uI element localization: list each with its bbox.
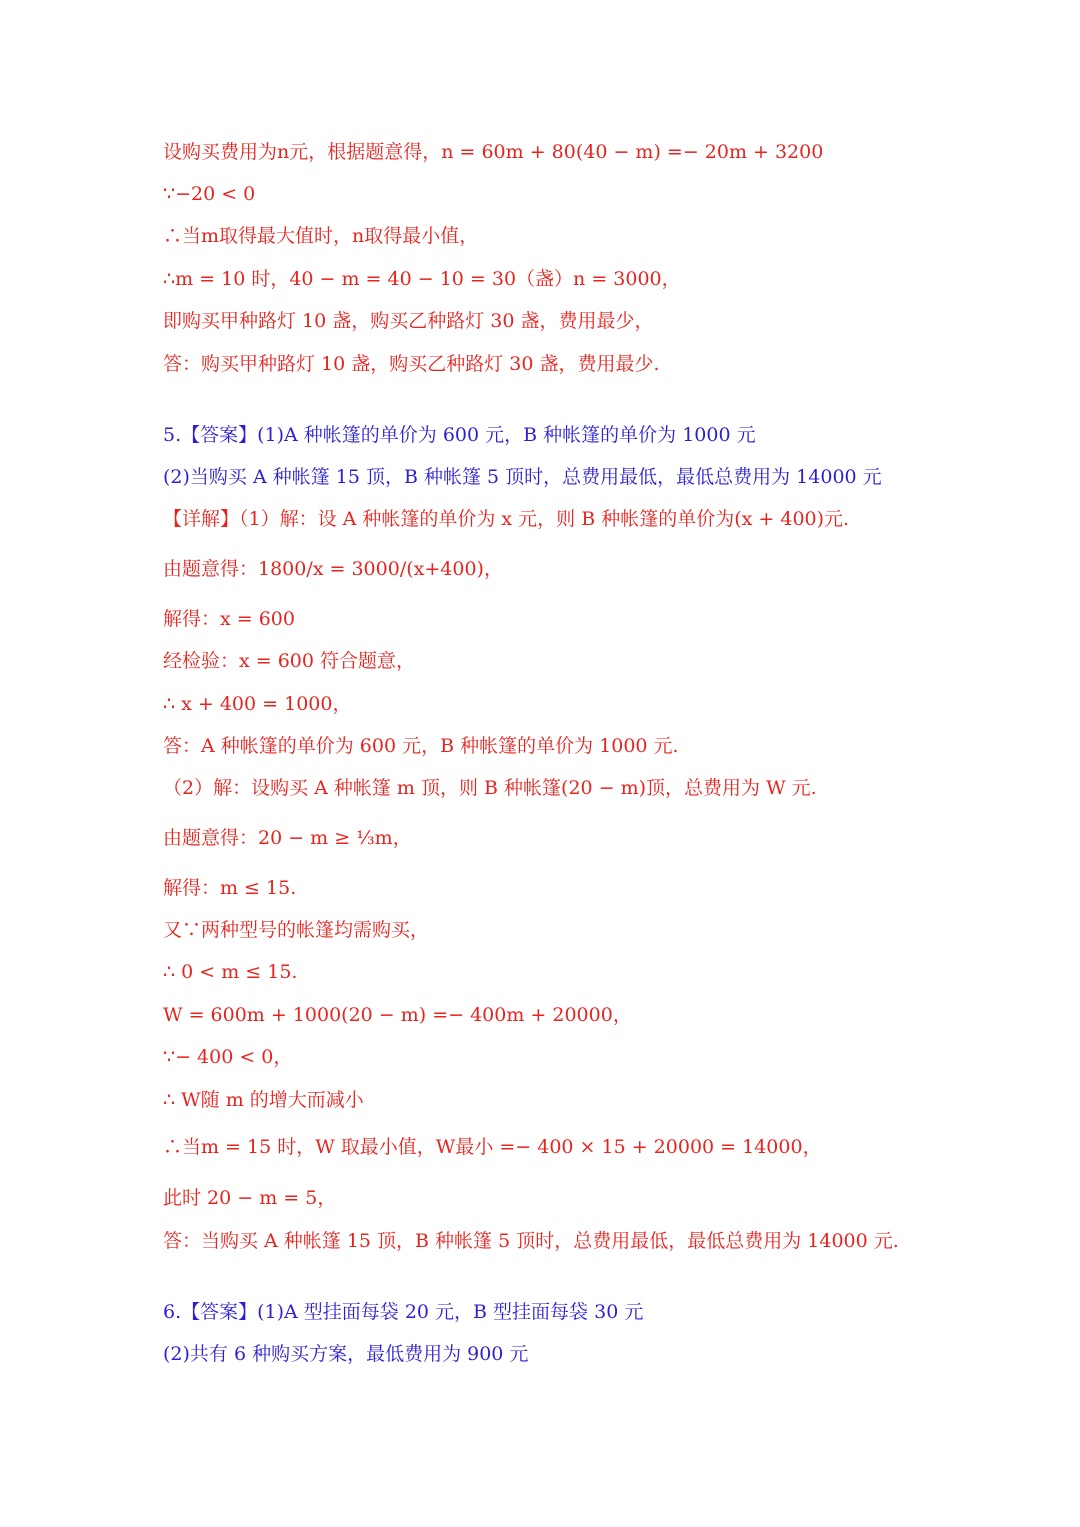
detail-5-solve-x: 解得：x = 600 — [163, 608, 295, 630]
solution-line-answer-4: 答：购买甲种路灯 10 盏，购买乙种路灯 30 盏，费用最少. — [163, 353, 660, 375]
detail-5-decreasing: ∴ W随 m 的增大而减小 — [163, 1089, 364, 1111]
detail-5-remaining: 此时 20 − m = 5， — [163, 1187, 337, 1209]
solution-line-purchase-plan: 即购买甲种路灯 10 盏，购买乙种路灯 30 盏，费用最少， — [163, 310, 654, 332]
solution-line-when-max: ∴当m取得最大值时，n取得最小值， — [163, 225, 479, 247]
detail-5-check: 经检验：x = 600 符合题意， — [163, 650, 416, 672]
answer-5-part-2: (2)当购买 A 种帐篷 15 顶，B 种帐篷 5 顶时，总费用最低，最低总费用为 14000 元 — [163, 466, 882, 488]
detail-5-fraction-equation: 由题意得：1800/x = 3000/(x+400)， — [163, 558, 503, 580]
detail-5-part-2-setup: （2）解：设购买 A 种帐篷 m 顶，则 B 种帐篷(20 − m)顶，总费用为 W 元. — [163, 777, 817, 799]
detail-5-both-types: 又∵两种型号的帐篷均需购买， — [163, 919, 430, 941]
solution-line-since-negative: ∵−20 < 0 — [163, 183, 256, 205]
detail-5-m-le-15: 解得：m ≤ 15. — [163, 877, 297, 899]
answer-6-part-1: 6.【答案】(1)A 型挂面每袋 20 元，B 型挂面每袋 30 元 — [163, 1301, 644, 1323]
answer-6-part-2: (2)共有 6 种购买方案，最低费用为 900 元 — [163, 1343, 529, 1365]
solution-line-m-equals-10: ∴m = 10 时，40 − m = 40 − 10 = 30（盏）n = 3000， — [163, 268, 681, 290]
solution-line-cost-equation: 设购买费用为n元，根据题意得，n = 60m + 80(40 − m) =− 20m + 3200 — [163, 141, 824, 163]
detail-5-answer-1: 答：A 种帐篷的单价为 600 元，B 种帐篷的单价为 1000 元. — [163, 735, 679, 757]
detail-5-w-expression: W = 600m + 1000(20 − m) =− 400m + 20000， — [163, 1004, 632, 1026]
detail-5-setup: 【详解】（1）解：设 A 种帐篷的单价为 x 元，则 B 种帐篷的单价为(x + 400)元. — [163, 508, 850, 530]
detail-5-range: ∴ 0 < m ≤ 15. — [163, 961, 298, 983]
detail-5-inequality: 由题意得：20 − m ≥ ⅓m， — [163, 827, 412, 849]
answer-5-part-1: 5.【答案】(1)A 种帐篷的单价为 600 元，B 种帐篷的单价为 1000 元 — [163, 424, 756, 446]
detail-5-w-minimum: ∴当m = 15 时，W 取最小值，W最小 =− 400 × 15 + 20000 = 14000， — [163, 1136, 822, 1158]
detail-5-x-plus-400: ∴ x + 400 = 1000， — [163, 693, 352, 715]
detail-5-final-answer: 答：当购买 A 种帐篷 15 顶，B 种帐篷 5 顶时，总费用最低，最低总费用为 14000 元. — [163, 1230, 899, 1252]
detail-5-negative-slope: ∵− 400 < 0， — [163, 1046, 293, 1068]
